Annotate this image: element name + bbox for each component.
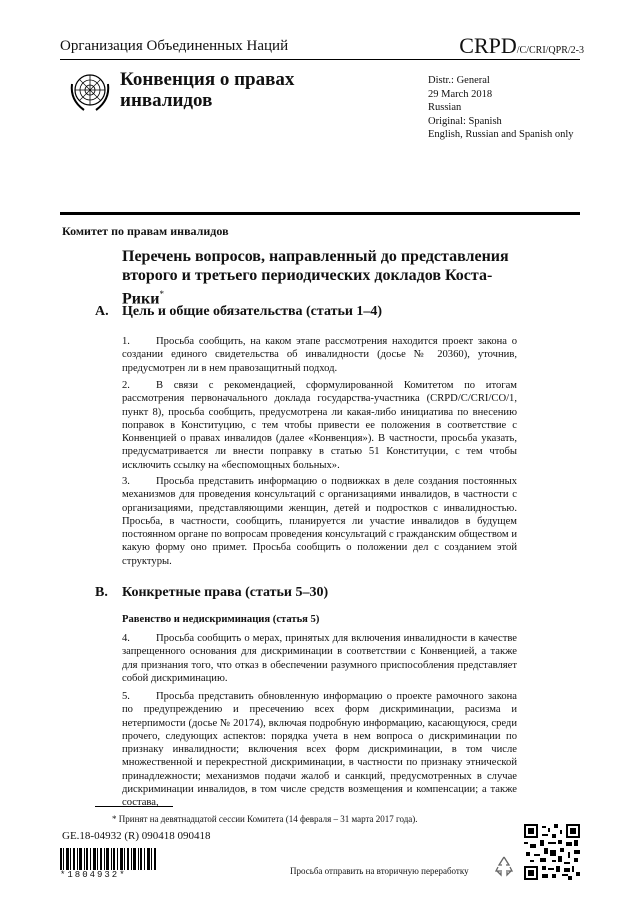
footnote-marker: * — [159, 289, 164, 299]
footnote: * Принят на девятнадцатой сессии Комитета (14 февраля – 31 марта 2017 года). — [112, 814, 418, 824]
document-job-number: GE.18-04932 (R) 090418 090418 — [62, 830, 211, 842]
distr-line: English, Russian and Spanish only — [428, 129, 574, 140]
recycle-icon — [492, 854, 516, 878]
subheading: Равенство и недискриминация (статья 5) — [122, 614, 320, 625]
header-rule — [60, 59, 580, 60]
un-emblem-icon — [68, 70, 112, 114]
organization-name: Организация Объединенных Наций — [60, 38, 289, 54]
header-thick-rule — [60, 212, 580, 215]
paragraph: 5. Просьба представить обновленную информацию о проекте рамочного закона по предупреждению и пресечению всех форм дискриминации, расизма и нетерпимости (досье № 20174), включая подробную информацию, касающуюся, среди прочего, следующих аспектов: порядка учета в нем вопроса о дискриминации по признаку инвалидности; включения всех форм дискриминации, в том числе множественной и перекрестной дискриминации, в частности по признаку этнической принадлежности; механизмов подачи жалоб и санкций, предусмотренных в случае дискриминации инвалидов, в том числе средств возмещения и компенсации; а также состава, — [122, 691, 517, 809]
distr-line: Distr.: General — [428, 75, 490, 86]
convention-title: Конвенция о правах инвалидов — [120, 69, 295, 111]
footnote-rule — [95, 806, 173, 807]
paragraph: 3. Просьба представить информацию о подвижках в деле создания постоянных механизмов для проведения консультаций с организациями инвалидов, в частности с организациями, представляющими женщин, детей и подростков с инвалидностью. Просьба, в частности, сообщить, планируется ли участие инвалидов в будущем постоянном органе по вопросам проведения консультаций с гражданским обществом и какую форму оно примет. Просьба сообщить о положении дел с созданием этой структуры. — [122, 476, 517, 567]
qr-code-icon — [524, 824, 580, 880]
recycle-note: Просьба отправить на вторичную переработку — [290, 866, 469, 876]
barcode-number: *1804932* — [60, 870, 127, 880]
paragraph: 1. Просьба сообщить, на каком этапе рассмотрения находится проект закона о создании единого свидетельства об инвалидности (досье № 20360), уточнив, предусмотрен ли в нем правозащитный подход. — [122, 336, 517, 374]
document-symbol: CRPD/C/CRI/QPR/2-3 — [459, 33, 584, 58]
distribution-info — [428, 74, 574, 142]
paragraph: 2. В связи с рекомендацией, сформулированной Комитетом по итогам рассмотрения первоначального доклада государства-участника (CRPD/C/CRI/CO/1, пункт 8), просьба сообщить, предусмотрена ли какая-либо инициатива по внесению поправок в Конституцию, с тем чтобы привести ее положения в соответствие с Конвенцией о правах инвалидов (далее «Конвенция»). В частности, просьба указать, предусматривается ли внести поправку в статью 51 Конституции, с тем чтобы исключить ссылку на «беспомощных больных». — [122, 380, 517, 471]
paragraph: 4. Просьба сообщить о мерах, принятых для включения инвалидности в качестве запрещенного основания для дискриминации в соответствии с Конвенцией, а также для признания того, что отказ в обеспечении разумного приспособления представляет собой дискриминацию. — [122, 633, 517, 684]
committee-name: Комитет по правам инвалидов — [62, 224, 229, 238]
distr-line: 29 March 2018 — [428, 88, 493, 100]
distr-line: Russian — [428, 102, 462, 113]
barcode-icon — [60, 848, 156, 870]
document-title: Перечень вопросов, направленный до представления второго и третьего периодических докладов Коста-Рики* — [122, 248, 509, 308]
distr-line: Original: Spanish — [428, 115, 502, 127]
